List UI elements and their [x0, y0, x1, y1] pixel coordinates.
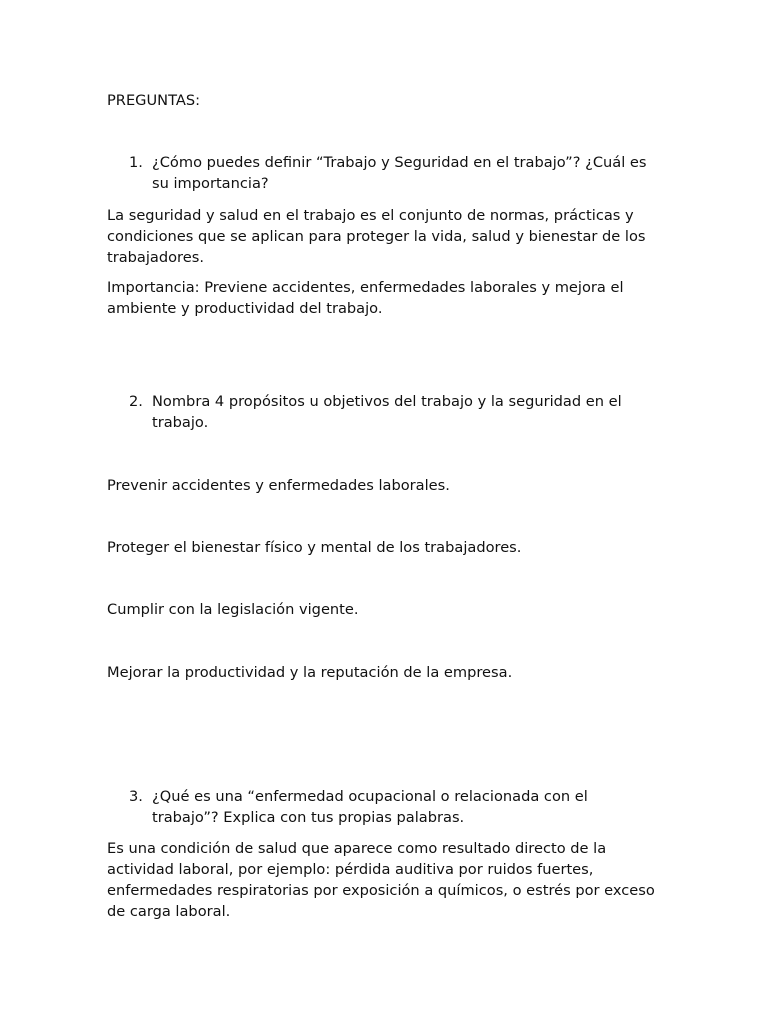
question-1 — [107, 152, 663, 194]
answer-paragraph: Es una condición de salud que aparece como resultado directo de la actividad laboral, por ejemplo: pérdida auditiva por ruidos fuertes, enfermedades respiratorias por exposición a químicos, o estrés por exceso de carga laboral. — [107, 840, 655, 920]
objective-item: Mejorar la productividad y la reputación de la empresa. — [107, 664, 513, 681]
answer-paragraph: Importancia: Previene accidentes, enfermedades laborales y mejora el ambiente y productividad del trabajo. — [107, 279, 624, 317]
answer-paragraph: La seguridad y salud en el trabajo es el conjunto de normas, prácticas y condiciones que se aplican para proteger la vida, salud y bienestar de los trabajadores. — [107, 207, 646, 266]
question-2 — [107, 391, 663, 433]
question-3 — [107, 786, 663, 828]
objective-item: Prevenir accidentes y enfermedades laborales. — [107, 477, 450, 494]
document-heading: PREGUNTAS: — [107, 92, 201, 109]
objective-item: Cumplir con la legislación vigente. — [107, 601, 359, 618]
question-number: 2. — [129, 393, 143, 410]
question-text: Nombra 4 propósitos u objetivos del trabajo y la seguridad en el trabajo. — [152, 393, 622, 431]
question-text: ¿Qué es una “enfermedad ocupacional o relacionada con el trabajo”? Explica con tus propias palabras. — [152, 788, 588, 826]
question-number: 1. — [129, 154, 143, 171]
question-number: 3. — [129, 788, 143, 805]
objective-item: Proteger el bienestar físico y mental de los trabajadores. — [107, 539, 522, 556]
question-text: ¿Cómo puedes definir “Trabajo y Seguridad en el trabajo”? ¿Cuál es su importancia? — [152, 154, 647, 192]
